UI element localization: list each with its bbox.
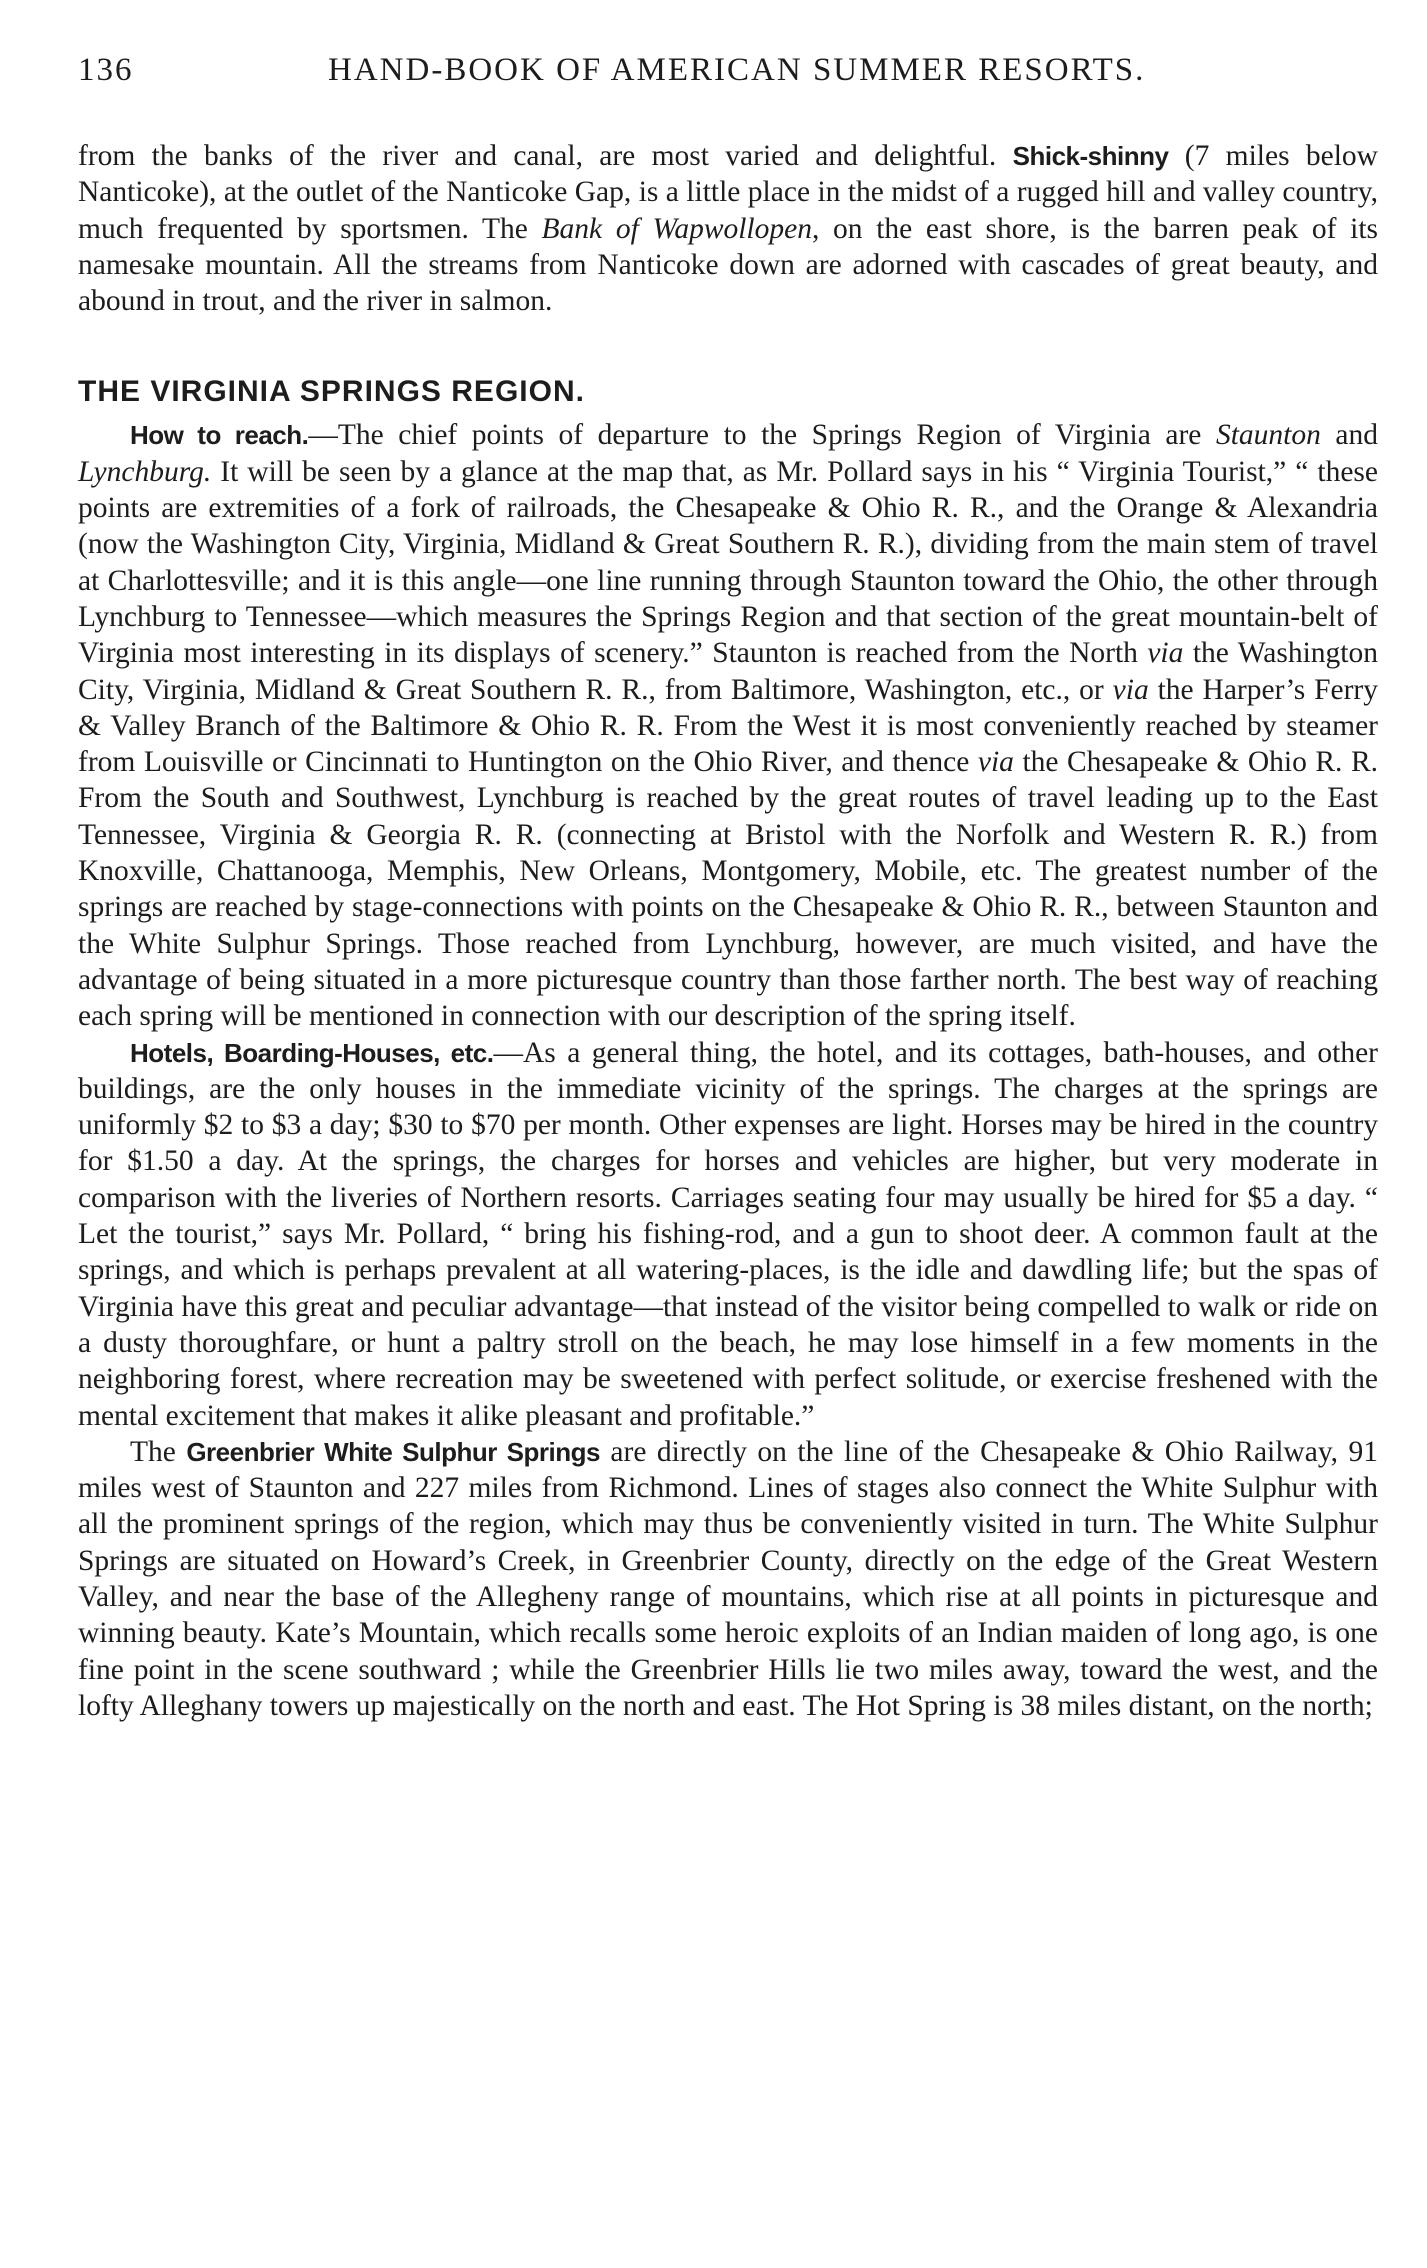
italic-word: via: [1147, 637, 1184, 670]
section-heading: THE VIRGINIA SPRINGS REGION.: [78, 375, 585, 409]
italic-place-name: Lynchburg.: [78, 455, 212, 488]
text-run: The: [130, 1435, 187, 1468]
page-number: 136: [78, 52, 134, 88]
run-in-heading-hotels: Hotels, Boarding-Houses, etc.: [130, 1037, 494, 1068]
paragraph-hotels: [78, 1035, 1378, 1434]
italic-place-name: Staunton: [1215, 419, 1321, 452]
text-run: —The chief points of departure to the Springs Region of Virginia are: [308, 419, 1216, 452]
run-in-heading-how-to-reach: How to reach.: [130, 420, 309, 451]
book-page: [78, 52, 1378, 1724]
place-name-greenbrier: Greenbrier White Sulphur Springs: [186, 1436, 600, 1467]
running-title: HAND-BOOK OF AMERICAN SUMMER RESORTS.: [328, 52, 1146, 88]
text-run: the Harper’s Ferry & Valley Branch of the Baltimore & Ohio R. R. From the West it is most conveniently reached by steamer from Louisville or Cincinnati to Huntington on the Ohio River, and thence: [78, 673, 1378, 779]
text-run: (7 miles below Nanticoke), at the outlet of the Nanticoke Gap, is a little place in the midst of a rugged hill and valley country, much frequented by sportsmen. The: [78, 140, 1378, 245]
paragraph-greenbrier: [78, 1434, 1378, 1724]
text-run: and: [1320, 419, 1379, 452]
running-header: [78, 52, 1378, 96]
body-text: [78, 138, 1378, 1724]
text-run: —As a general thing, the hotel, and its cottages, bath-houses, and other buildings, are the only houses in the immediate vicinity of the springs. The charges at the springs are uniformly $2 to $3 a day; $30 to $70 per month. Other expenses are light. Horses may be hired in the country for $1.50 a day. At the springs, the charges for horses and vehicles are higher, but very moderate in comparison with the liveries of Northern resorts. Carriages seating four may usually be hired for $5 a day. “ Let the tourist,” says Mr. Pollard, “ bring his fishing-rod, and a gun to shoot deer. A common fault at the springs, and which is perhaps prevalent at all watering-places, is the idle and dawdling life; but the spas of Virginia have this great and peculiar advantage—that instead of the visitor being compelled to walk or ride on a dusty thoroughfare, or hunt a paltry stroll on the beach, he may lose himself in a few moments in the neighboring forest, where recreation may be sweetened with perfect solitude, or exercise freshened with the mental excitement that makes it alike pleasant and profitable.”: [78, 1036, 1378, 1432]
paragraph-nanticoke: [78, 138, 1378, 319]
paragraph-how-to-reach: [78, 417, 1378, 1034]
italic-word: via: [977, 746, 1014, 779]
text-run: the Chesapeake & Ohio R. R. From the South and Southwest, Lynchburg is reached by the great routes of travel leading up to the East Tennessee, Virginia & Georgia R. R. (connecting at Bristol with the Norfolk and Western R. R.) from Knoxville, Chattanooga, Memphis, New Orleans, Montgomery, Mobile, etc. The greatest number of the springs are reached by stage-connections with points on the Chesapeake & Ohio R. R., between Staunton and the White Sulphur Springs. Those reached from Lynchburg, however, are much visited, and have the advantage of being situated in a more picturesque country than those farther north. The best way of reaching each spring will be mentioned in connection with our description of the spring itself.: [78, 746, 1379, 1033]
italic-place-name: Bank of Wapwollopen: [541, 212, 812, 245]
italic-word: via: [1112, 673, 1149, 706]
text-run: , on the east shore, is the barren peak of its namesake mountain. All the streams from Nanticoke down are adorned with cascades of great beauty, and abound in trout, and the river in salmon.: [78, 212, 1379, 318]
text-run: the Washington City, Virginia, Midland & Great Southern R. R., from Baltimore, Washington, etc., or: [78, 637, 1378, 706]
text-run: from the banks of the river and canal, are most varied and delightful.: [78, 140, 1013, 172]
text-run: are directly on the line of the Chesapeake & Ohio Railway, 91 miles west of Staunton and 227 miles from Richmond. Lines of stages also connect the White Sulphur with all the prominent springs of the region, which may thus be conveniently visited in turn. The White Sulphur Springs are situated on Howard’s Creek, in Greenbrier County, directly on the edge of the Great Western Valley, and near the base of the Allegheny range of mountains, which rise at all points in picturesque and winning beauty. Kate’s Mountain, which recalls some heroic exploits of an Indian maiden of long ago, is one fine point in the scene southward ; while the Greenbrier Hills lie two miles away, toward the west, and the lofty Alleghany towers up majestically on the north and east. The Hot Spring is 38 miles distant, on the north;: [78, 1435, 1378, 1722]
text-run: It will be seen by a glance at the map that, as Mr. Pollard says in his “ Virginia Tourist,” “ these points are extremities of a fork of railroads, the Chesapeake & Ohio R. R., and the Orange & Alexandria (now the Washington City, Virginia, Midland & Great Southern R. R.), dividing from the main stem of travel at Charlottesville; and it is this angle—one line running through Staunton toward the Ohio, the other through Lynchburg to Tennessee—which measures the Springs Region and that section of the great mountain-belt of Virginia most interesting in its displays of scenery.” Staunton is reached from the North: [78, 455, 1378, 670]
place-name-shickshinny: Shick-shinny: [1012, 141, 1169, 171]
